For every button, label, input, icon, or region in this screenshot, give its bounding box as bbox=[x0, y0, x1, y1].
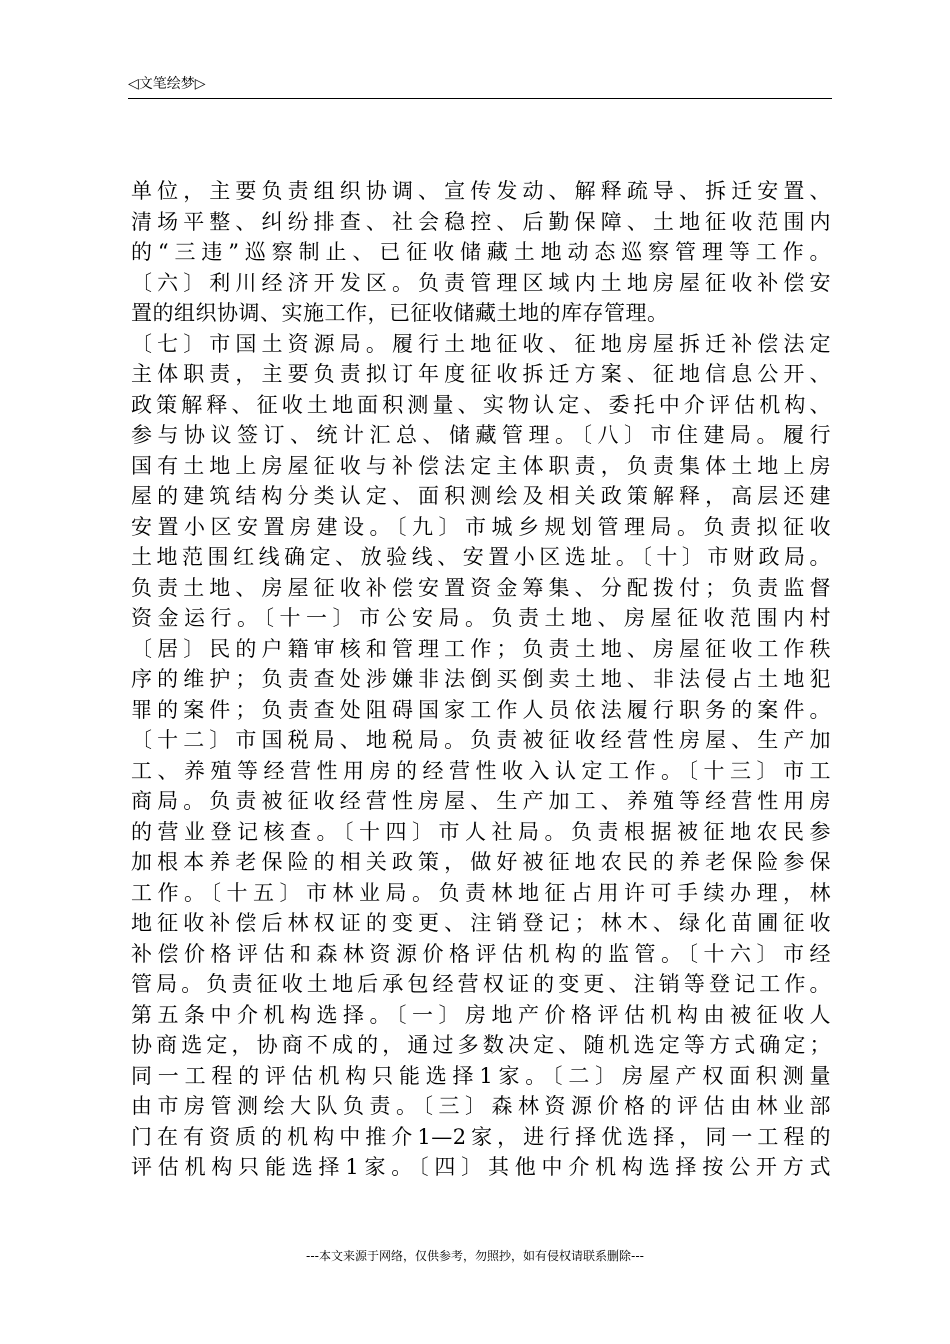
text-line: 〔七〕市国土资源局。履行土地征收、征地房屋拆迁补偿法定 bbox=[131, 331, 831, 356]
text-line: 评估机构只能选择1家。〔四〕其他中介机构选择按公开方式 bbox=[131, 1155, 831, 1179]
text-line: 补偿价格评估和森林资源价格评估机构的监管。〔十六〕市经 bbox=[131, 941, 831, 966]
text-line: 置的组织协调、实施工作，已征收储藏土地的库存管理。 bbox=[131, 301, 669, 325]
text-line: 商局。负责被征收经营性房屋、生产加工、养殖等经营性用房 bbox=[131, 789, 831, 813]
text-line: 罪的案件；负责查处阻碍国家工作人员依法履行职务的案件。 bbox=[131, 697, 831, 722]
text-line: 工作。〔十五〕市林业局。负责林地征占用许可手续办理，林 bbox=[131, 880, 831, 905]
text-line: 门在有资质的机构中推介1—2家，进行择优选择，同一工程的 bbox=[131, 1124, 831, 1149]
text-line: 清场平整、纠纷排查、社会稳控、后勤保障、土地征收范围内 bbox=[131, 209, 831, 234]
page-footer: ---本文来源于网络，仅供参考，勿照抄，如有侵权请联系删除--- bbox=[306, 1249, 644, 1263]
text-line: 第五条中介机构选择。〔一〕房地产价格评估机构由被征收人 bbox=[131, 1002, 831, 1027]
text-line: 安置小区安置房建设。〔九〕市城乡规划管理局。负责拟征收 bbox=[131, 514, 831, 539]
page-header bbox=[128, 74, 832, 99]
text-line: 的营业登记核查。〔十四〕市人社局。负责根据被征地农民参 bbox=[131, 819, 831, 844]
text-line: 单位，主要负责组织协调、宣传发动、解释疏导、拆迁安置、 bbox=[131, 179, 831, 203]
text-line: 地征收补偿后林权证的变更、注销登记；林木、绿化苗圃征收 bbox=[131, 911, 831, 935]
text-line: 政策解释、征收土地面积测量、实物认定、委托中介评估机构、 bbox=[131, 392, 831, 417]
text-line: 〔居〕民的户籍审核和管理工作；负责土地、房屋征收工作秩 bbox=[131, 636, 831, 661]
text-line: 协商选定，协商不成的，通过多数决定、随机选定等方式确定； bbox=[131, 1033, 831, 1057]
text-line: 的“三违”巡察制止、已征收储藏土地动态巡察管理等工作。 bbox=[131, 240, 831, 264]
text-line: 〔六〕利川经济开发区。负责管理区域内土地房屋征收补偿安 bbox=[131, 270, 831, 295]
text-line: 参与协议签订、统计汇总、储藏管理。〔八〕市住建局。履行 bbox=[131, 423, 831, 447]
text-line: 由市房管测绘大队负责。〔三〕森林资源价格的评估由林业部 bbox=[131, 1094, 831, 1118]
text-line: 屋的建筑结构分类认定、面积测绘及相关政策解释，高层还建 bbox=[131, 484, 831, 508]
text-line: 国有土地上房屋征收与补偿法定主体职责，负责集体土地上房 bbox=[131, 453, 831, 478]
text-line: 资金运行。〔十一〕市公安局。负责土地、房屋征收范围内村 bbox=[131, 606, 831, 630]
text-line: 序的维护；负责查处涉嫌非法倒买倒卖土地、非法侵占土地犯 bbox=[131, 667, 831, 691]
header-title: ◁文笔绘梦▷ bbox=[128, 76, 206, 92]
document-body bbox=[131, 176, 831, 1183]
text-line: 同一工程的评估机构只能选择1家。〔二〕房屋产权面积测量 bbox=[131, 1063, 831, 1088]
text-line: 负责土地、房屋征收补偿安置资金筹集、分配拨付；负责监督 bbox=[131, 575, 831, 600]
text-line: 加根本养老保险的相关政策，做好被征地农民的养老保险参保 bbox=[131, 850, 831, 874]
text-line: 管局。负责征收土地后承包经营权证的变更、注销等登记工作。 bbox=[131, 972, 831, 996]
text-line: 工、养殖等经营性用房的经营性收入认定工作。〔十三〕市工 bbox=[131, 758, 831, 783]
text-line: 主体职责，主要负责拟订年度征收拆迁方案、征地信息公开、 bbox=[131, 362, 831, 386]
text-line: 〔十二〕市国税局、地税局。负责被征收经营性房屋、生产加 bbox=[131, 728, 831, 752]
text-line: 土地范围红线确定、放验线、安置小区选址。〔十〕市财政局。 bbox=[131, 545, 831, 569]
